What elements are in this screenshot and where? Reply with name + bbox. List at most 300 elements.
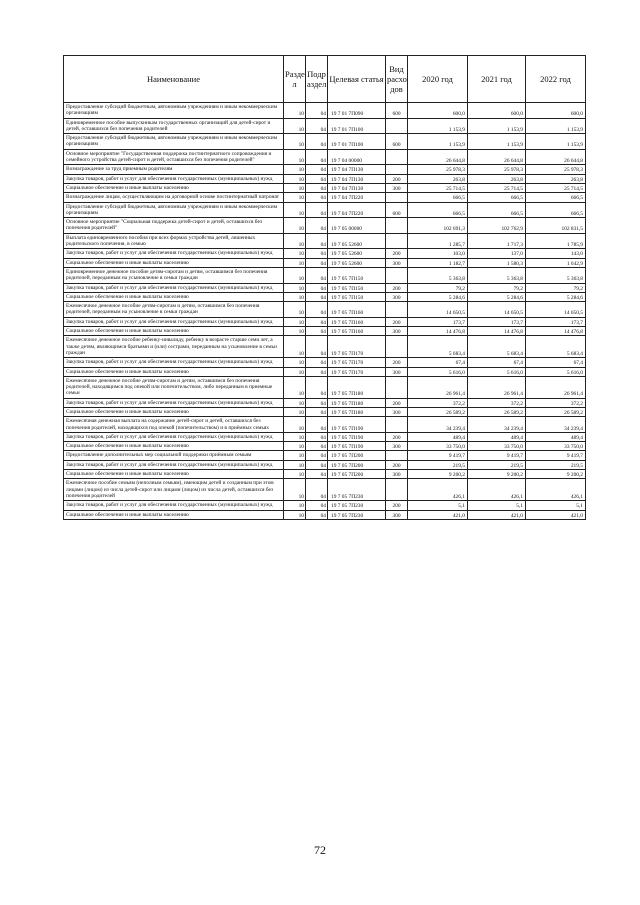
row-expense-kind: 300 (386, 442, 408, 451)
row-subsection: 04 (306, 460, 328, 469)
row-name: Социальное обеспечение и иные выплаты населению (64, 407, 284, 416)
row-section: 10 (284, 149, 306, 165)
row-expense-kind: 200 (386, 501, 408, 510)
row-subsection: 04 (306, 183, 328, 192)
row-expense-kind: 600 (386, 103, 408, 119)
row-value-2020: 421,0 (408, 510, 468, 519)
table-row (64, 283, 586, 292)
row-target-code: 19 7 05 7П180 (328, 398, 386, 407)
row-subsection: 04 (306, 165, 328, 174)
row-value-2022: 666,5 (526, 193, 586, 202)
table-row (64, 302, 586, 318)
row-expense-kind (386, 149, 408, 165)
row-value-2020: 5 616,0 (408, 367, 468, 376)
row-subsection: 04 (306, 432, 328, 441)
row-expense-kind (386, 479, 408, 501)
table-row (64, 202, 586, 218)
row-section: 10 (284, 249, 306, 258)
row-value-2021: 26 961,4 (468, 376, 526, 398)
row-name: Закупка товаров, работ и услуг для обеспечения государственных (муниципальных) нужд (64, 501, 284, 510)
row-value-2020: 14 650,5 (408, 302, 468, 318)
row-value-2021: 5 284,6 (468, 292, 526, 301)
row-name: Выплата единовременного пособия при всех формах устройства детей, лишенных родительского попечения, в семью (64, 233, 284, 249)
row-expense-kind: 300 (386, 183, 408, 192)
row-target-code: 19 7 05 7П180 (328, 407, 386, 416)
col-header-2021: 2021 год (468, 56, 526, 103)
row-name: Социальное обеспечение и иные выплаты населению (64, 327, 284, 336)
row-target-code: 19 7 05 7П160 (328, 302, 386, 318)
row-target-code: 19 7 05 7П200 (328, 460, 386, 469)
row-value-2020: 26 961,4 (408, 376, 468, 398)
row-name: Ежемесячное денежное пособие детям-сиротам и детям, оставшимся без попечения родителей, находящимся под опекой или попечительством, либо переданным в приемные семьи (64, 376, 284, 398)
row-expense-kind (386, 302, 408, 318)
row-subsection: 04 (306, 317, 328, 326)
table-row (64, 407, 586, 416)
row-subsection: 04 (306, 367, 328, 376)
row-expense-kind: 200 (386, 358, 408, 367)
row-target-code: 19 7 05 7П180 (328, 376, 386, 398)
row-subsection: 04 (306, 336, 328, 358)
row-section: 10 (284, 258, 306, 267)
row-expense-kind: 200 (386, 460, 408, 469)
row-value-2020: 34 239,4 (408, 417, 468, 433)
row-subsection: 04 (306, 358, 328, 367)
row-target-code: 19 7 04 7П220 (328, 202, 386, 218)
row-subsection: 04 (306, 249, 328, 258)
row-value-2021: 25 714,5 (468, 183, 526, 192)
row-subsection: 04 (306, 193, 328, 202)
table-row (64, 367, 586, 376)
row-section: 10 (284, 432, 306, 441)
row-value-2020: 372,2 (408, 398, 468, 407)
row-value-2022: 600,0 (526, 103, 586, 119)
row-value-2021: 666,5 (468, 193, 526, 202)
header-row (64, 56, 586, 103)
page-number: 72 (314, 843, 326, 857)
row-subsection: 04 (306, 103, 328, 119)
row-expense-kind (386, 233, 408, 249)
row-expense-kind (386, 376, 408, 398)
row-target-code: 19 7 05 00000 (328, 218, 386, 234)
row-value-2020: 1 285,7 (408, 233, 468, 249)
row-target-code: 19 7 05 7П160 (328, 327, 386, 336)
col-header-target: Целевая статья (328, 56, 386, 103)
row-value-2020: 5 363,8 (408, 267, 468, 283)
table-row (64, 358, 586, 367)
table-row (64, 417, 586, 433)
row-target-code: 19 7 04 7П130 (328, 183, 386, 192)
row-target-code: 19 7 05 7П190 (328, 442, 386, 451)
row-value-2022: 5 284,6 (526, 292, 586, 301)
row-value-2020: 173,7 (408, 317, 468, 326)
row-expense-kind: 300 (386, 258, 408, 267)
row-value-2022: 1 785,9 (526, 233, 586, 249)
row-subsection: 04 (306, 442, 328, 451)
row-section: 10 (284, 407, 306, 416)
row-value-2021: 372,2 (468, 398, 526, 407)
row-name: Ежемесячное денежное пособие детям-сиротам и детям, оставшимся без попечения родителей, переданным на усыновление в семьи граждан (64, 302, 284, 318)
row-section: 10 (284, 302, 306, 318)
row-name: Социальное обеспечение и иные выплаты населению (64, 442, 284, 451)
row-subsection: 04 (306, 118, 328, 134)
row-value-2020: 14 476,8 (408, 327, 468, 336)
row-section: 10 (284, 103, 306, 119)
budget-table (63, 55, 586, 520)
row-target-code: 19 7 05 7П170 (328, 367, 386, 376)
row-expense-kind: 200 (386, 249, 408, 258)
row-value-2022: 173,7 (526, 317, 586, 326)
row-section: 10 (284, 327, 306, 336)
row-value-2021: 9 200,2 (468, 470, 526, 479)
row-name: Предоставление дополнительных мер социальной поддержки приёмным семьям (64, 451, 284, 460)
row-name: Вознаграждение лицам, осуществляющим на договорной основе постинтернатный патронат (64, 193, 284, 202)
table-row (64, 165, 586, 174)
row-name: Основное мероприятие "Государственная поддержка постинтернатного сопровождения и семейного устройства детей-сирот и детей, оставшихся без попечения родителей" (64, 149, 284, 165)
row-value-2022: 1 642,9 (526, 258, 586, 267)
row-section: 10 (284, 460, 306, 469)
row-value-2021: 5 363,8 (468, 267, 526, 283)
row-target-code: 19 7 04 7П130 (328, 165, 386, 174)
row-value-2021: 14 476,8 (468, 327, 526, 336)
row-value-2020: 79,2 (408, 283, 468, 292)
row-section: 10 (284, 267, 306, 283)
row-subsection: 04 (306, 376, 328, 398)
row-target-code: 19 7 05 7П170 (328, 358, 386, 367)
table-row (64, 174, 586, 183)
row-target-code: 19 7 05 7П230 (328, 510, 386, 519)
row-section: 10 (284, 336, 306, 358)
row-name: Предоставление субсидий бюджетным, автономным учреждениям и иным некоммерческим организациям (64, 103, 284, 119)
row-expense-kind: 200 (386, 432, 408, 441)
row-value-2021: 1 153,9 (468, 134, 526, 150)
row-value-2020: 67,4 (408, 358, 468, 367)
row-value-2021: 600,0 (468, 103, 526, 119)
row-name: Закупка товаров, работ и услуг для обеспечения государственных (муниципальных) нужд (64, 432, 284, 441)
row-target-code: 19 7 04 7П220 (328, 193, 386, 202)
row-value-2021: 219,5 (468, 460, 526, 469)
col-header-name: Наименование (64, 56, 284, 103)
row-section: 10 (284, 218, 306, 234)
row-subsection: 04 (306, 302, 328, 318)
row-target-code: 19 7 05 7П230 (328, 501, 386, 510)
row-expense-kind: 600 (386, 134, 408, 150)
row-value-2022: 26 644,8 (526, 149, 586, 165)
row-value-2021: 1 717,3 (468, 233, 526, 249)
row-value-2020: 33 750,0 (408, 442, 468, 451)
row-target-code: 19 7 05 7П230 (328, 479, 386, 501)
row-value-2020: 1 182,7 (408, 258, 468, 267)
row-subsection: 04 (306, 134, 328, 150)
row-section: 10 (284, 398, 306, 407)
row-value-2022: 14 476,8 (526, 327, 586, 336)
row-target-code: 19 7 04 7П130 (328, 174, 386, 183)
row-value-2021: 9 419,7 (468, 451, 526, 460)
row-name: Предоставление субсидий бюджетным, автономным учреждениям и иным некоммерческим организациям (64, 134, 284, 150)
row-value-2021: 5 616,0 (468, 367, 526, 376)
row-expense-kind: 200 (386, 283, 408, 292)
row-expense-kind (386, 451, 408, 460)
row-value-2021: 33 750,0 (468, 442, 526, 451)
row-subsection: 04 (306, 470, 328, 479)
row-value-2021: 67,4 (468, 358, 526, 367)
row-value-2021: 5 683,4 (468, 336, 526, 358)
row-name: Закупка товаров, работ и услуг для обеспечения государственных (муниципальных) нужд (64, 249, 284, 258)
row-value-2022: 489,4 (526, 432, 586, 441)
row-name: Закупка товаров, работ и услуг для обеспечения государственных (муниципальных) нужд (64, 174, 284, 183)
row-expense-kind: 300 (386, 470, 408, 479)
row-value-2021: 26 589,2 (468, 407, 526, 416)
table-row (64, 267, 586, 283)
row-value-2021: 5,1 (468, 501, 526, 510)
table-row (64, 193, 586, 202)
row-target-code: 19 7 05 52600 (328, 258, 386, 267)
row-name: Ежемесячное денежное пособие ребенку-инвалиду, ребенку в возрасте старше семи лет, а также детям, являющимся братьями и (или) сестрами, переданным на усыновление в семьи граждан (64, 336, 284, 358)
row-name: Вознаграждение за труд приемным родителям (64, 165, 284, 174)
table-row (64, 134, 586, 150)
row-value-2021: 173,7 (468, 317, 526, 326)
row-section: 10 (284, 193, 306, 202)
row-value-2022: 1 153,9 (526, 118, 586, 134)
row-name: Социальное обеспечение и иные выплаты населению (64, 367, 284, 376)
row-value-2021: 26 644,8 (468, 149, 526, 165)
row-target-code: 19 7 01 7П090 (328, 103, 386, 119)
row-target-code: 19 7 05 7П200 (328, 451, 386, 460)
row-expense-kind (386, 165, 408, 174)
row-name: Закупка товаров, работ и услуг для обеспечения государственных (муниципальных) нужд (64, 460, 284, 469)
row-value-2021: 666,5 (468, 202, 526, 218)
row-value-2022: 1 153,9 (526, 134, 586, 150)
row-value-2020: 9 419,7 (408, 451, 468, 460)
row-value-2022: 426,1 (526, 479, 586, 501)
row-expense-kind (386, 193, 408, 202)
row-subsection: 04 (306, 149, 328, 165)
row-value-2021: 421,0 (468, 510, 526, 519)
table-row (64, 398, 586, 407)
row-value-2020: 9 200,2 (408, 470, 468, 479)
row-subsection: 04 (306, 218, 328, 234)
row-value-2021: 489,4 (468, 432, 526, 441)
row-section: 10 (284, 183, 306, 192)
row-section: 10 (284, 479, 306, 501)
row-section: 10 (284, 470, 306, 479)
row-value-2022: 5 616,0 (526, 367, 586, 376)
row-value-2022: 666,5 (526, 202, 586, 218)
row-subsection: 04 (306, 398, 328, 407)
row-expense-kind (386, 336, 408, 358)
col-header-section: Разде л (284, 56, 306, 103)
row-expense-kind: 200 (386, 398, 408, 407)
row-name: Социальное обеспечение и иные выплаты населению (64, 510, 284, 519)
row-value-2022: 26 589,2 (526, 407, 586, 416)
row-expense-kind: 200 (386, 174, 408, 183)
row-subsection: 04 (306, 407, 328, 416)
row-value-2021: 14 650,5 (468, 302, 526, 318)
row-target-code: 19 7 01 7П100 (328, 118, 386, 134)
row-value-2022: 421,0 (526, 510, 586, 519)
table-row (64, 451, 586, 460)
row-target-code: 19 7 05 7П190 (328, 432, 386, 441)
row-value-2021: 25 978,3 (468, 165, 526, 174)
row-value-2020: 666,5 (408, 202, 468, 218)
row-subsection: 04 (306, 501, 328, 510)
table-row (64, 501, 586, 510)
row-name: Закупка товаров, работ и услуг для обеспечения государственных (муниципальных) нужд (64, 283, 284, 292)
row-expense-kind (386, 267, 408, 283)
row-name: Ежемесячное пособие семьям (неполным семьям), имеющим детей и созданным при этом лицами (лицом) из числа детей-сирот или лицами (лицом) из числа детей, оставшихся без попечения родителей (64, 479, 284, 501)
table-row (64, 432, 586, 441)
table-row (64, 479, 586, 501)
table-row (64, 376, 586, 398)
table-row (64, 327, 586, 336)
row-subsection: 04 (306, 283, 328, 292)
row-subsection: 04 (306, 174, 328, 183)
table-body (64, 103, 586, 520)
row-target-code: 19 7 05 7П170 (328, 336, 386, 358)
row-value-2021: 426,1 (468, 479, 526, 501)
row-value-2020: 426,1 (408, 479, 468, 501)
row-expense-kind: 300 (386, 367, 408, 376)
row-section: 10 (284, 283, 306, 292)
row-target-code: 19 7 05 7П150 (328, 267, 386, 283)
table-row (64, 218, 586, 234)
row-target-code: 19 7 05 7П190 (328, 417, 386, 433)
row-section: 10 (284, 202, 306, 218)
row-name: Социальное обеспечение и иные выплаты населению (64, 183, 284, 192)
row-name: Социальное обеспечение и иные выплаты населению (64, 292, 284, 301)
row-value-2020: 5 284,6 (408, 292, 468, 301)
row-value-2021: 79,2 (468, 283, 526, 292)
row-section: 10 (284, 134, 306, 150)
row-value-2020: 666,5 (408, 193, 468, 202)
table-row (64, 317, 586, 326)
row-value-2021: 1 153,9 (468, 118, 526, 134)
row-value-2020: 1 153,9 (408, 118, 468, 134)
row-subsection: 04 (306, 510, 328, 519)
row-section: 10 (284, 501, 306, 510)
table-row (64, 149, 586, 165)
row-subsection: 04 (306, 202, 328, 218)
row-value-2022: 219,5 (526, 460, 586, 469)
row-value-2020: 489,4 (408, 432, 468, 441)
row-value-2020: 5 683,4 (408, 336, 468, 358)
row-value-2022: 25 714,5 (526, 183, 586, 192)
row-value-2022: 5,1 (526, 501, 586, 510)
table-row (64, 336, 586, 358)
row-value-2022: 372,2 (526, 398, 586, 407)
row-subsection: 04 (306, 233, 328, 249)
row-target-code: 19 7 01 7П100 (328, 134, 386, 150)
row-section: 10 (284, 292, 306, 301)
row-section: 10 (284, 417, 306, 433)
row-target-code: 19 7 05 52600 (328, 249, 386, 258)
row-value-2021: 34 239,4 (468, 417, 526, 433)
row-name: Закупка товаров, работ и услуг для обеспечения государственных (муниципальных) нужд (64, 398, 284, 407)
row-name: Ежемесячная денежная выплата на содержание детей-сирот и детей, оставшихся без попечения родителей, находящихся под опекой (попечительством) и в приёмных семьях (64, 417, 284, 433)
row-expense-kind: 300 (386, 292, 408, 301)
col-header-2020: 2020 год (408, 56, 468, 103)
row-expense-kind: 300 (386, 510, 408, 519)
row-value-2022: 5 683,4 (526, 336, 586, 358)
row-target-code: 19 7 04 00000 (328, 149, 386, 165)
row-target-code: 19 7 05 7П200 (328, 470, 386, 479)
table-row (64, 103, 586, 119)
row-section: 10 (284, 376, 306, 398)
row-name: Социальное обеспечение и иные выплаты населению (64, 470, 284, 479)
row-value-2020: 26 644,8 (408, 149, 468, 165)
row-section: 10 (284, 451, 306, 460)
row-section: 10 (284, 233, 306, 249)
row-value-2021: 263,8 (468, 174, 526, 183)
table-row (64, 442, 586, 451)
row-value-2022: 33 750,0 (526, 442, 586, 451)
row-target-code: 19 7 05 7П150 (328, 292, 386, 301)
row-value-2020: 600,0 (408, 103, 468, 119)
table-row (64, 460, 586, 469)
row-section: 10 (284, 358, 306, 367)
row-value-2022: 102 831,5 (526, 218, 586, 234)
row-name: Единовременное пособие выпускникам государственных организаций для детей-сирот и детей, оставшихся без попечения родителей (64, 118, 284, 134)
row-section: 10 (284, 510, 306, 519)
row-value-2022: 25 978,3 (526, 165, 586, 174)
row-subsection: 04 (306, 417, 328, 433)
row-value-2022: 263,8 (526, 174, 586, 183)
row-section: 10 (284, 118, 306, 134)
row-value-2022: 9 419,7 (526, 451, 586, 460)
row-name: Основное мероприятие "Социальная поддержка детей-сирот и детей, оставшихся без попечения родителей" (64, 218, 284, 234)
row-value-2020: 219,5 (408, 460, 468, 469)
row-value-2022: 79,2 (526, 283, 586, 292)
row-section: 10 (284, 165, 306, 174)
row-value-2022: 143,0 (526, 249, 586, 258)
row-subsection: 04 (306, 258, 328, 267)
table-row (64, 233, 586, 249)
row-value-2020: 263,8 (408, 174, 468, 183)
row-value-2020: 26 589,2 (408, 407, 468, 416)
row-expense-kind: 300 (386, 407, 408, 416)
row-section: 10 (284, 367, 306, 376)
table-row (64, 292, 586, 301)
row-value-2022: 34 239,4 (526, 417, 586, 433)
row-subsection: 04 (306, 479, 328, 501)
row-value-2022: 5 363,8 (526, 267, 586, 283)
row-name: Закупка товаров, работ и услуг для обеспечения государственных (муниципальных) нужд (64, 358, 284, 367)
row-expense-kind: 600 (386, 202, 408, 218)
row-expense-kind (386, 218, 408, 234)
col-header-subsection: Подр аздел (306, 56, 328, 103)
col-header-2022: 2022 год (526, 56, 586, 103)
row-target-code: 19 7 05 52600 (328, 233, 386, 249)
row-subsection: 04 (306, 292, 328, 301)
row-value-2021: 1 580,3 (468, 258, 526, 267)
row-value-2022: 26 961,4 (526, 376, 586, 398)
row-value-2022: 9 200,2 (526, 470, 586, 479)
row-value-2020: 25 714,5 (408, 183, 468, 192)
row-expense-kind: 300 (386, 327, 408, 336)
row-subsection: 04 (306, 267, 328, 283)
row-value-2020: 25 978,3 (408, 165, 468, 174)
row-value-2022: 67,4 (526, 358, 586, 367)
table-row (64, 183, 586, 192)
col-header-kind: Вид расхо дов (386, 56, 408, 103)
row-target-code: 19 7 05 7П150 (328, 283, 386, 292)
row-value-2021: 102 762,9 (468, 218, 526, 234)
table-row (64, 470, 586, 479)
row-name: Закупка товаров, работ и услуг для обеспечения государственных (муниципальных) нужд (64, 317, 284, 326)
row-value-2020: 1 153,9 (408, 134, 468, 150)
row-section: 10 (284, 442, 306, 451)
row-value-2020: 102 691,3 (408, 218, 468, 234)
table-row (64, 118, 586, 134)
